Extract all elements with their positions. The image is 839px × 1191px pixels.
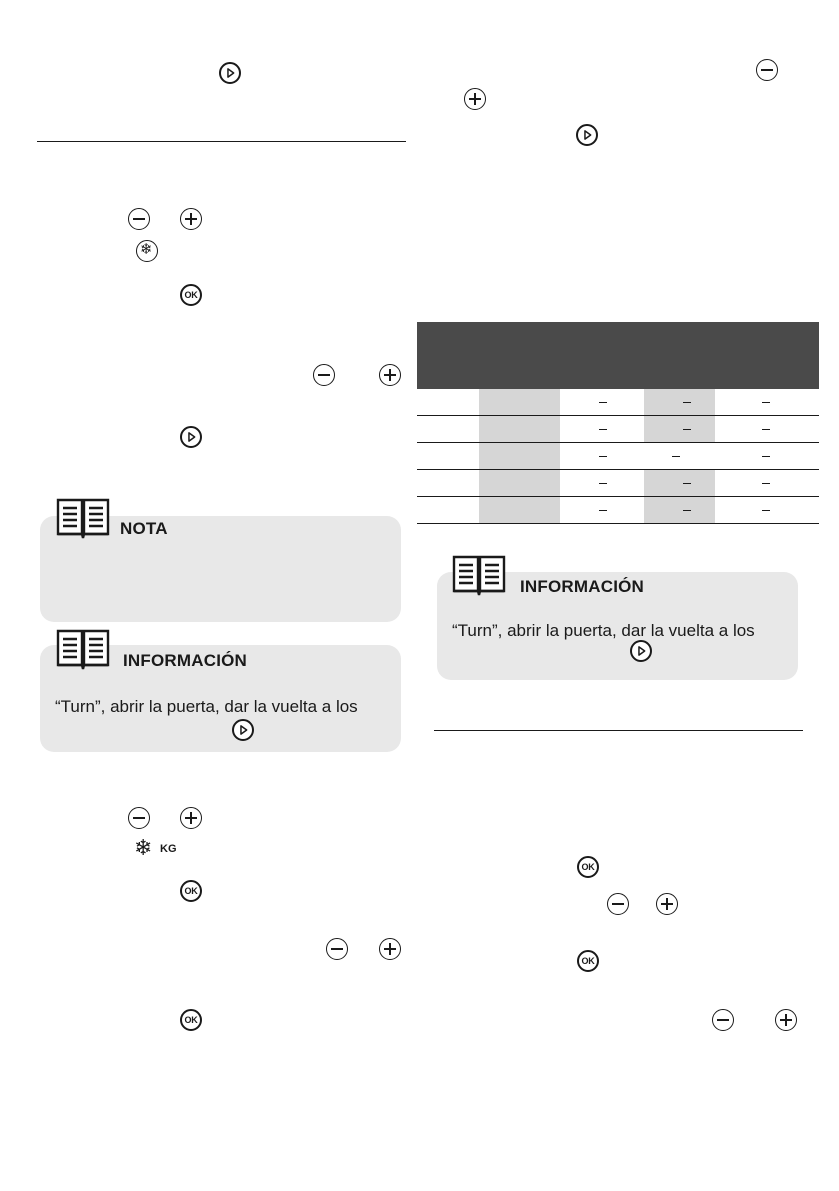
table-cell — [599, 402, 607, 403]
ok-icon — [577, 950, 599, 972]
book-icon — [451, 553, 507, 597]
start-icon — [232, 719, 254, 741]
table-cell — [762, 510, 770, 511]
plus-icon — [464, 88, 486, 110]
start-icon — [219, 62, 241, 84]
ok-icon — [577, 856, 599, 878]
plus-icon — [775, 1009, 797, 1031]
table-row — [417, 389, 819, 416]
info-title-left: INFORMACIÓN — [123, 651, 248, 670]
kg-label: KG — [160, 843, 177, 855]
table-cell — [762, 402, 770, 403]
plus-icon — [379, 364, 401, 386]
ok-icon — [180, 880, 202, 902]
ok-label: OK — [581, 955, 595, 966]
ok-icon — [180, 284, 202, 306]
minus-icon — [756, 59, 778, 81]
snowflake-icon: ❄ — [140, 241, 153, 258]
minus-icon — [313, 364, 335, 386]
table-cell — [599, 456, 607, 457]
table-row — [417, 497, 819, 524]
book-icon — [55, 627, 111, 671]
minus-icon — [712, 1009, 734, 1031]
table-cell — [683, 510, 691, 511]
table-cell — [683, 429, 691, 430]
plus-icon — [180, 208, 202, 230]
start-icon — [630, 640, 652, 662]
minus-icon — [326, 938, 348, 960]
table-header — [417, 322, 819, 389]
ok-label: OK — [581, 861, 595, 872]
minus-icon — [607, 893, 629, 915]
ok-label: OK — [184, 885, 198, 896]
plus-icon — [379, 938, 401, 960]
table-cell — [683, 402, 691, 403]
table-row — [417, 443, 819, 470]
table-cell — [683, 483, 691, 484]
section-divider — [37, 141, 406, 142]
table-cell — [672, 456, 680, 457]
table-cell — [599, 483, 607, 484]
info-text-right: “Turn”, abrir la puerta, dar la vuelta a los — [452, 621, 755, 640]
defrost-time-icon — [136, 240, 158, 262]
nota-title: NOTA — [120, 519, 168, 538]
table-cell — [599, 429, 607, 430]
plus-icon — [656, 893, 678, 915]
info-text-left: “Turn”, abrir la puerta, dar la vuelta a los — [55, 697, 358, 716]
defrost-table — [417, 322, 819, 524]
book-icon — [55, 496, 111, 540]
info-title-right: INFORMACIÓN — [520, 577, 645, 596]
start-icon — [576, 124, 598, 146]
ok-icon — [180, 1009, 202, 1031]
table-row — [417, 416, 819, 443]
minus-icon — [128, 807, 150, 829]
start-icon — [180, 426, 202, 448]
table-row — [417, 470, 819, 497]
ok-label: OK — [184, 1014, 198, 1025]
table-cell — [599, 510, 607, 511]
plus-icon — [180, 807, 202, 829]
ok-label: OK — [184, 289, 198, 300]
table-cell — [762, 429, 770, 430]
snowflake-icon: ❄ — [134, 835, 153, 860]
table-cell — [762, 456, 770, 457]
table-cell — [762, 483, 770, 484]
minus-icon — [128, 208, 150, 230]
section-divider — [434, 730, 803, 731]
